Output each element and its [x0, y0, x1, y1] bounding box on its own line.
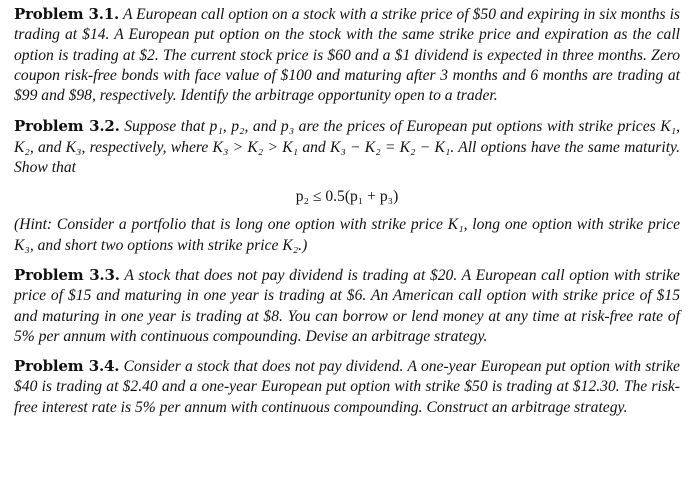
- problem-3-4: [14, 356, 680, 418]
- problem-text: A European call option on a stock with a strike price of $50 and expiring in six months is trading at $14. A European put option on the stock with the same strike price and expiration as the call option is trading at $2. The current stock price is $60 and a $1 dividend is expected in three months. Zero coupon risk-free bonds with face value of $100 and maturing after 3 months and 6 months are trading at $99 and $98, respectively. Identify the arbitrage opportunity open to a trader.: [14, 6, 680, 105]
- problem-paragraph: [14, 4, 680, 106]
- inequality-formula: p₂ ≤ 0.5(p₁ + p₃): [295, 188, 399, 206]
- problem-paragraph: [14, 265, 680, 347]
- problem-text: Suppose that p₁, p₂, and p₃ are the prices of European put options with strike prices K₁, K₂, and K₃, respectively, where K₃ > K₂ > K₁ and K₃ − K₂ = K₂ − K₁. All options have the same maturity. Show that: [14, 118, 680, 177]
- problem-set-page: [14, 4, 680, 418]
- problem-text: A stock that does not pay dividend is trading at $20. A European call option with strike price of $15 and maturing in one year is trading at $6. An American call option with strike price of $15 and maturing in one year is trading at $8. You can borrow or lend money at any time at risk-free rate of 5% per annum with continuous compounding. Devise an arbitrage strategy.: [14, 266, 680, 345]
- problem-3-2: [14, 116, 680, 255]
- problem-label: Problem 3.1.: [14, 5, 119, 23]
- problem-paragraph: [14, 116, 680, 178]
- problem-hint: (Hint: Consider a portfolio that is long one option with strike price K₁, long one option with strike price K₃, and short two options with strike price K₂.): [14, 216, 680, 254]
- problem-label: Problem 3.3.: [14, 265, 120, 284]
- problem-label: Problem 3.2.: [14, 117, 120, 136]
- problem-3-3: [14, 265, 680, 347]
- problem-paragraph: [14, 356, 680, 418]
- problem-text: Consider a stock that does not pay dividend. A one-year European put option with strike $40 is trading at $2.40 and a one-year European put option with strike $50 is trading at $12.30. The risk-free interest rate is 5% per annum with continuous compounding. Construct an arbitrage strategy.: [14, 358, 680, 416]
- problem-label: Problem 3.4.: [14, 357, 120, 376]
- problem-3-1: [14, 4, 680, 106]
